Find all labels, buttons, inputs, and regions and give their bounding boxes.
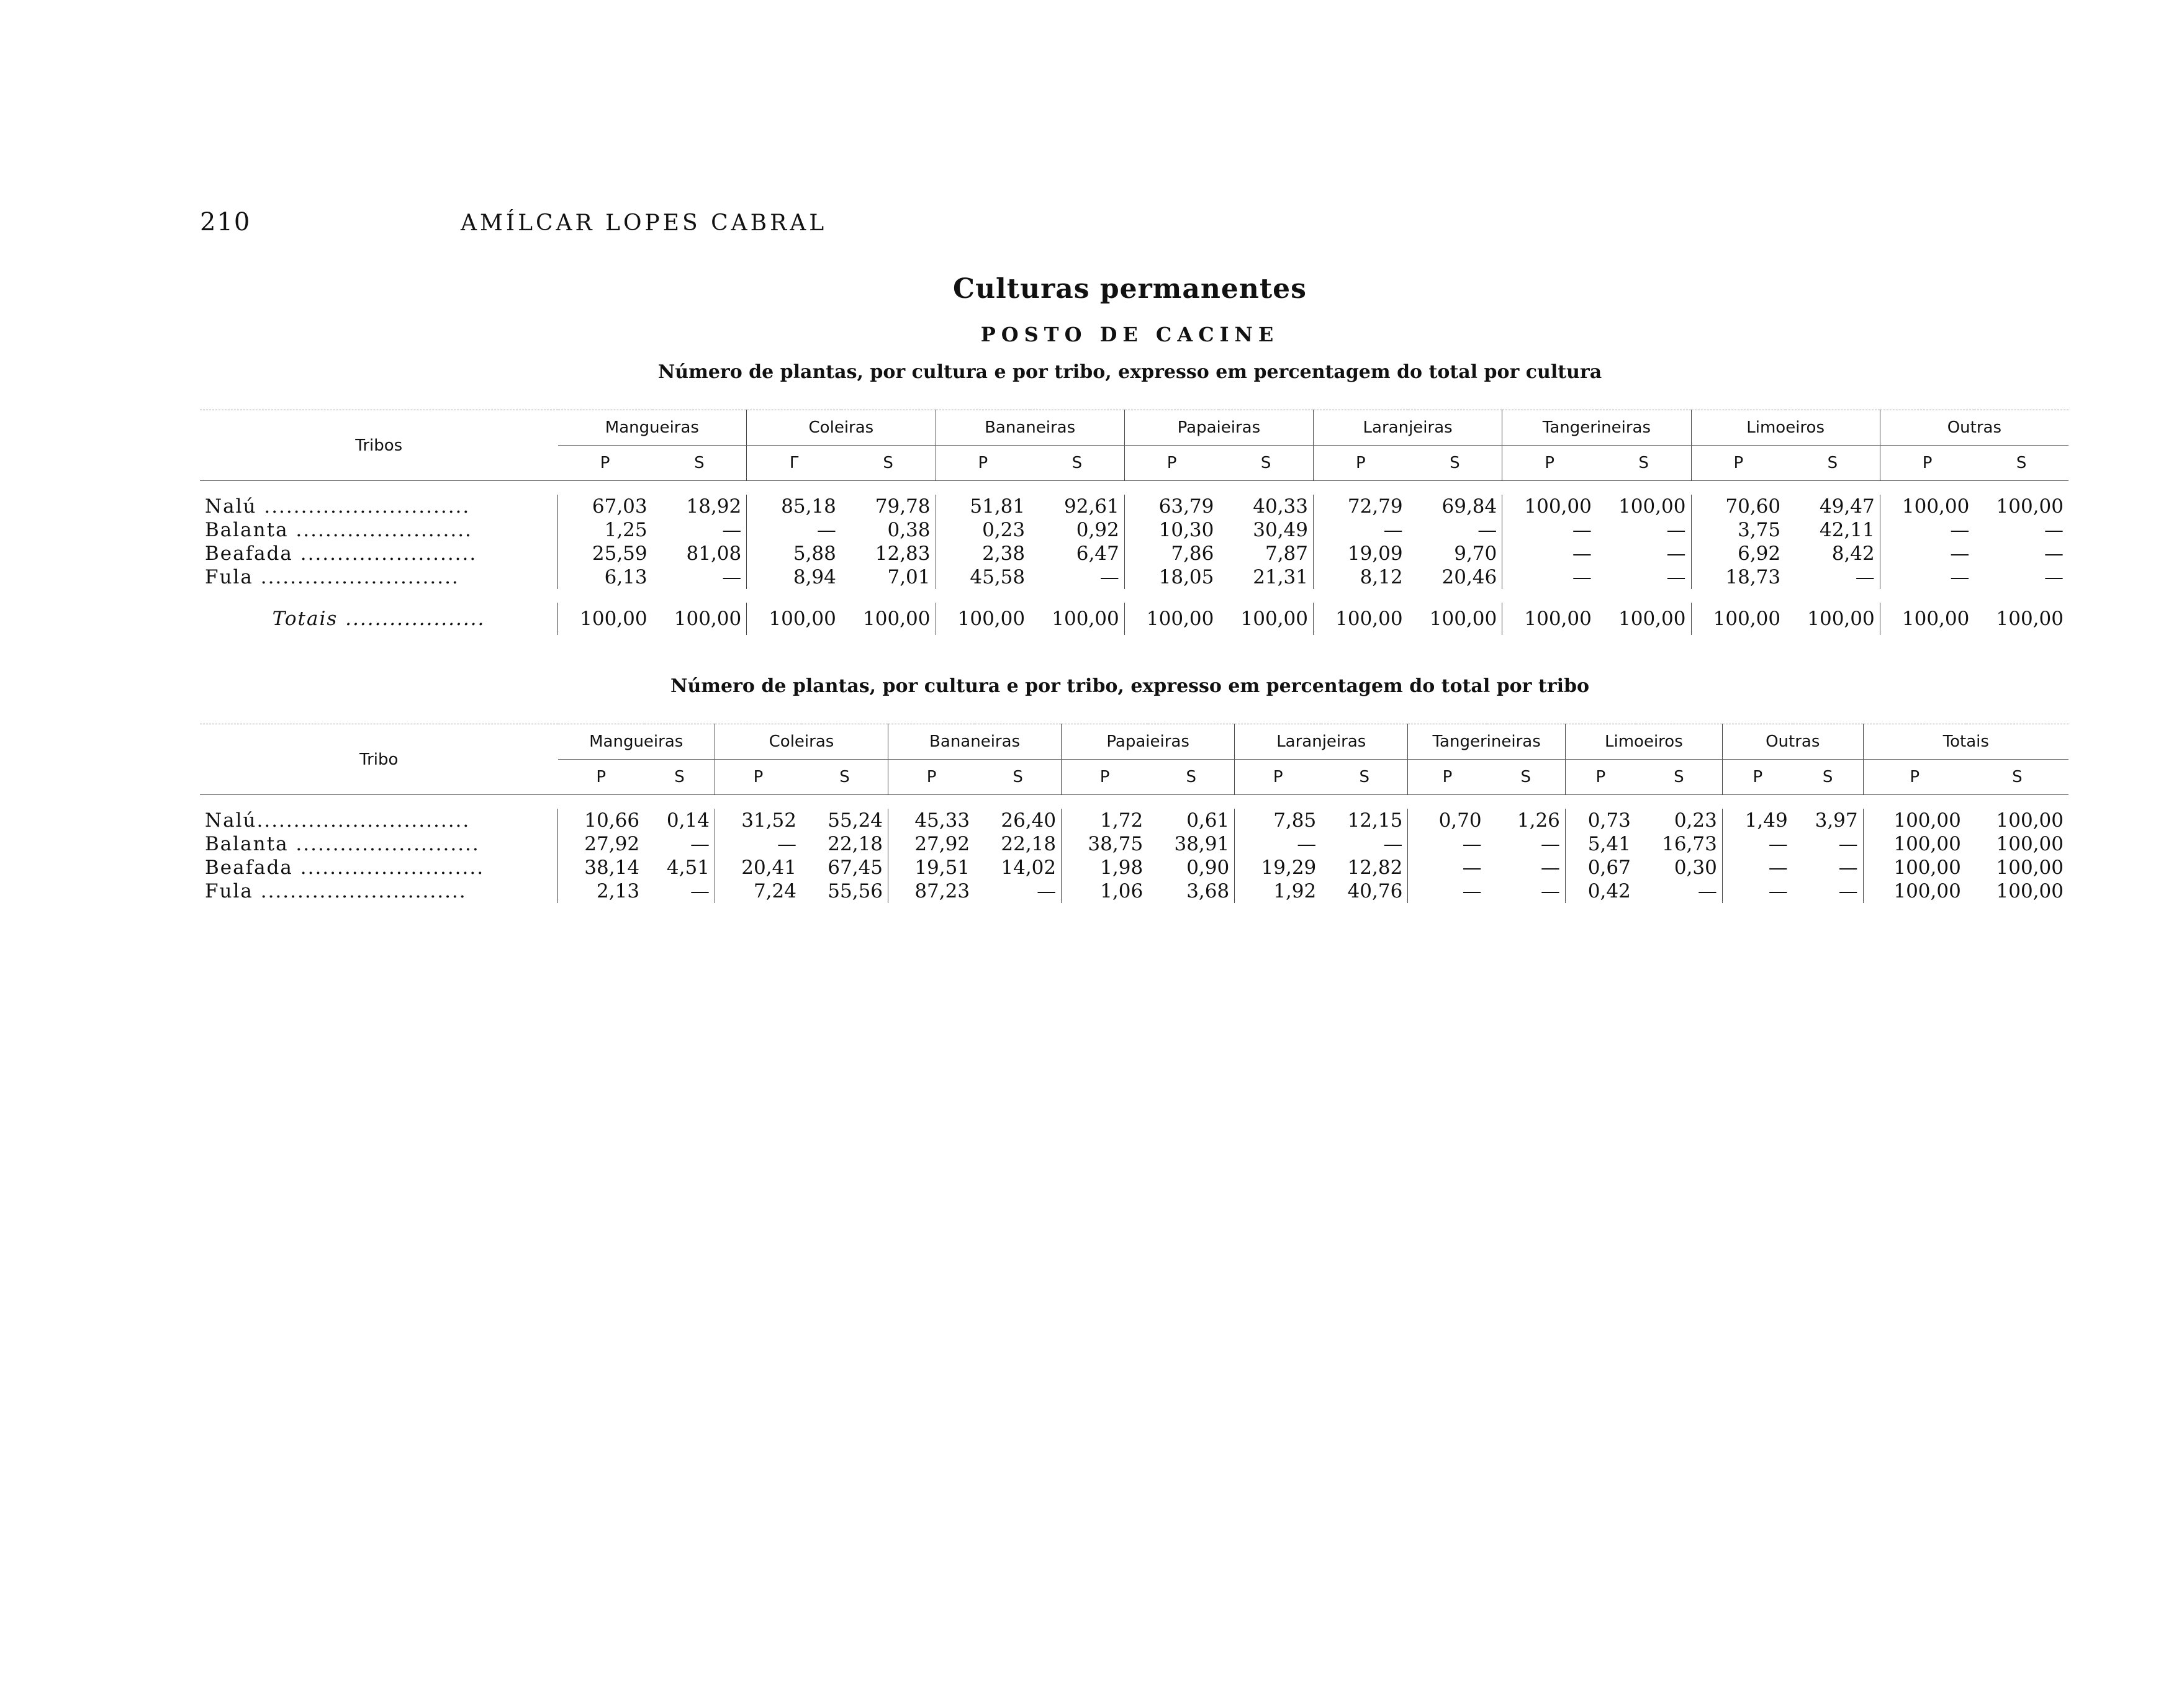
table2-cell: — — [1793, 832, 1863, 856]
page-number: 210 — [200, 208, 251, 236]
table2-cell: 1,49 — [1744, 809, 1788, 832]
table1-subcol-header: S — [841, 446, 936, 481]
table2-cell: — — [1636, 879, 1723, 903]
table2-cell: 38,75 — [1088, 833, 1144, 855]
table1-cell: — — [1408, 518, 1502, 542]
table1-totals-cell: 100,00 — [1785, 603, 1880, 635]
running-head-author: AMÍLCAR LOPES CABRAL — [461, 210, 828, 236]
table2-cell: 0,23 — [1636, 809, 1723, 832]
table2-body — [200, 809, 2068, 903]
table2-cell: — — [1297, 833, 1317, 855]
table1-totals-cell: 100,00 — [1996, 608, 2064, 630]
table1-cell: 6,92 — [1738, 542, 1781, 565]
table2-cell: 100,00 — [1893, 833, 1961, 855]
table1-cell: 51,81 — [970, 495, 1026, 518]
table1-cell: 70,60 — [1725, 495, 1781, 518]
table1-cell: — — [1597, 565, 1691, 589]
table1-cell: — — [1383, 519, 1403, 541]
table1-row-header: Tribos — [355, 436, 403, 455]
table2-group: Laranjeiras — [1235, 724, 1408, 760]
table1-totals-row — [200, 603, 2068, 635]
table1-body — [200, 495, 2068, 589]
table1-cell: — — [1572, 519, 1592, 541]
table1-cell: 67,03 — [592, 495, 647, 518]
table2-subcol-header: P — [1442, 768, 1453, 786]
table1-totals-cell: 100,00 — [652, 603, 747, 635]
table1-cell: 0,23 — [982, 519, 1026, 541]
table2-cell: 45,33 — [914, 809, 970, 832]
table2-group: Coleiras — [715, 724, 888, 760]
table1-group: Bananeiras — [936, 410, 1124, 446]
table1-cell: 30,49 — [1219, 518, 1313, 542]
table2-cell: 14,02 — [975, 856, 1062, 879]
table1-cell: 8,12 — [1360, 566, 1403, 588]
table1-cell: — — [1572, 566, 1592, 588]
table2-cell: 0,61 — [1148, 809, 1235, 832]
table2-cell: 38,14 — [584, 856, 640, 879]
table1-subcol-header: P — [1166, 454, 1177, 472]
table1-totals-cell: 100,00 — [1408, 603, 1502, 635]
table1-row — [200, 495, 2068, 518]
table2-cell: — — [1768, 856, 1788, 879]
table2-cell: 0,42 — [1587, 880, 1631, 902]
table2-cell: 31,52 — [741, 809, 796, 832]
table1-subcol-header: P — [1355, 454, 1366, 472]
table1-totals-cell: 100,00 — [1335, 608, 1403, 630]
table1-row-label: Fula ........................... — [200, 565, 558, 589]
table1-totals-cell: 100,00 — [1219, 603, 1313, 635]
table1-cell: 92,61 — [1030, 495, 1124, 518]
table1-cell: 42,11 — [1785, 518, 1880, 542]
table1-cell: — — [1785, 565, 1880, 589]
table2-cell: 3,68 — [1148, 879, 1235, 903]
table1-cell: 72,79 — [1347, 495, 1403, 518]
table2-cell: 87,23 — [914, 880, 970, 902]
table1-cell: — — [816, 519, 836, 541]
table1-cell: — — [2044, 542, 2064, 565]
table1-cell: 45,58 — [970, 566, 1026, 588]
table2-subcol-header: S — [1148, 760, 1235, 795]
table1-cell: 12,83 — [841, 542, 936, 565]
table1-subcol-header: P — [1545, 454, 1554, 472]
table2-subcol-header: P — [1099, 768, 1110, 786]
table1-cell: — — [1597, 518, 1691, 542]
table1-cell: — — [1950, 519, 1970, 541]
table2-subcol-header: P — [1595, 768, 1606, 786]
table2-cell: 0,30 — [1636, 856, 1723, 879]
table2-cell: 1,26 — [1487, 809, 1566, 832]
table2-cell: 4,51 — [644, 856, 715, 879]
table2-subcol-header: S — [975, 760, 1062, 795]
table1-totals-cell: 100,00 — [769, 608, 836, 630]
table1-totals-cell: 100,00 — [1146, 608, 1214, 630]
table2-subcol-header: S — [1321, 760, 1408, 795]
table2-subcol-header: P — [1910, 768, 1920, 786]
table1-row — [200, 542, 2068, 565]
table1-row-label: Nalú ............................ — [200, 495, 558, 518]
table1-cell: 69,84 — [1408, 495, 1502, 518]
table2-cell: 100,00 — [1996, 833, 2064, 855]
table1-cell: 6,13 — [604, 566, 647, 588]
table1-subcol-header: S — [1219, 446, 1313, 481]
table1-cell: 0,92 — [1030, 518, 1124, 542]
table1-cell: 25,59 — [592, 542, 647, 565]
table2-cell: 7,85 — [1273, 809, 1317, 832]
table2-cell: 55,24 — [801, 809, 888, 832]
table1-totals-cell: 100,00 — [1030, 603, 1124, 635]
table1-subcol-header: Γ — [789, 454, 799, 472]
table1-cell: 63,79 — [1158, 495, 1214, 518]
table2-row — [200, 879, 2068, 903]
table1-caption: Número de plantas, por cultura e por tribo, expresso em percentagem do total por cultura — [657, 361, 1602, 383]
table2-cell: 12,82 — [1321, 856, 1408, 879]
table2-cell: 5,41 — [1587, 833, 1631, 855]
table1-group: Papaieiras — [1124, 410, 1313, 446]
table1-totals-cell: 100,00 — [1524, 608, 1592, 630]
table2-cell: 100,00 — [1996, 880, 2064, 902]
table1-cell: 100,00 — [1902, 495, 1970, 518]
table1-cell: — — [1572, 542, 1592, 565]
table1-subcol-header: S — [652, 446, 747, 481]
table1-cell: 20,46 — [1408, 565, 1502, 589]
table2-cell: 40,76 — [1321, 879, 1408, 903]
table1-cell: — — [1950, 566, 1970, 588]
table2-cell: 1,98 — [1100, 856, 1144, 879]
table2-subcol-header: P — [596, 768, 607, 786]
table1-row — [200, 565, 2068, 589]
table1-totals-cell: 100,00 — [1902, 608, 1970, 630]
table1-subcol-header: P — [1733, 454, 1744, 472]
table1-cell: 18,92 — [652, 495, 747, 518]
table1-cell: — — [1950, 542, 1970, 565]
table2-cell: — — [777, 833, 796, 855]
table1-subcol-header: P — [978, 454, 988, 472]
table2-subcol-header: S — [644, 760, 715, 795]
table2-subcol-header: S — [1487, 760, 1566, 795]
table2-cell: 0,67 — [1587, 856, 1631, 879]
table1-cell: 1,25 — [604, 519, 647, 541]
table1-cell: 40,33 — [1219, 495, 1313, 518]
table2-cell: 22,18 — [801, 832, 888, 856]
table1-cell: 7,87 — [1219, 542, 1313, 565]
table2-cell: 19,29 — [1261, 856, 1317, 879]
table1-group: Limoeiros — [1691, 410, 1880, 446]
table2-subcol-header: S — [2012, 768, 2023, 786]
table2-row-label: Balanta ......................... — [200, 832, 558, 856]
table1-cell: — — [652, 518, 747, 542]
table2-caption: Número de plantas, por cultura e por tribo, expresso em percentagem do total por tribo — [670, 675, 1589, 697]
table2-cell: 1,72 — [1100, 809, 1144, 832]
table1-cell: — — [2044, 519, 2064, 541]
table2-cell: 16,73 — [1636, 832, 1723, 856]
table2-row — [200, 832, 2068, 856]
table1-cell: 49,47 — [1785, 495, 1880, 518]
table2-cell: 0,14 — [644, 809, 715, 832]
table1-cell: — — [2044, 566, 2064, 588]
table1-subcol-header: S — [1408, 446, 1502, 481]
table1-cell: — — [652, 565, 747, 589]
page-title: Culturas permanentes — [953, 273, 1307, 305]
table2-subcol-header: S — [801, 760, 888, 795]
table2-cell: — — [644, 879, 715, 903]
page-header — [200, 208, 827, 236]
table2-cell: 22,18 — [975, 832, 1062, 856]
table1-row — [200, 518, 2068, 542]
table1-subcol-header: S — [1030, 446, 1124, 481]
table1-cell: — — [1597, 542, 1691, 565]
table2-cell: 27,92 — [584, 833, 640, 855]
table1-subcol-header: P — [600, 454, 610, 472]
table2-group: Limoeiros — [1565, 724, 1722, 760]
table2-cell: 100,00 — [1893, 809, 1961, 832]
table2-cell: — — [1487, 879, 1566, 903]
table-percent-by-culture — [200, 410, 2068, 635]
table1-cell: 5,88 — [793, 542, 836, 565]
table2-group: Totais — [1863, 724, 2068, 760]
table1-totals-cell: 100,00 — [841, 603, 936, 635]
table1-row-label: Balanta ........................ — [200, 518, 558, 542]
table2-cell: 100,00 — [1893, 856, 1961, 879]
table-percent-by-tribe — [200, 724, 2068, 903]
table2-cell: 38,91 — [1148, 832, 1235, 856]
table2-group: Bananeiras — [888, 724, 1062, 760]
table2-cell: 1,92 — [1273, 880, 1317, 902]
table2-cell: — — [1793, 879, 1863, 903]
table2-cell: — — [1321, 832, 1408, 856]
table1-cell: 7,86 — [1171, 542, 1214, 565]
table2-cell: 0,73 — [1587, 809, 1631, 832]
table2-cell: 7,24 — [753, 880, 796, 902]
table2-cell: — — [1768, 833, 1788, 855]
table2-cell: 100,00 — [1996, 856, 2064, 879]
table1-cell: 100,00 — [1996, 495, 2064, 518]
table2-group: Outras — [1722, 724, 1863, 760]
table2-row — [200, 809, 2068, 832]
table2-cell: 0,70 — [1438, 809, 1482, 832]
table2-cell: 27,92 — [914, 833, 970, 855]
table2-cell: 3,97 — [1793, 809, 1863, 832]
table2-cell: 0,90 — [1148, 856, 1235, 879]
table1-cell: 85,18 — [781, 495, 836, 518]
table1-totals-label: Totais ................... — [200, 603, 558, 635]
table1-subcol-header: S — [1785, 446, 1880, 481]
table2-subcol-header: P — [1753, 768, 1763, 786]
table2-cell: 19,51 — [914, 856, 970, 879]
table1-cell: 0,38 — [841, 518, 936, 542]
table1-totals-cell: 100,00 — [1713, 608, 1781, 630]
table2-group: Papaieiras — [1062, 724, 1235, 760]
table2-group: Tangerineiras — [1408, 724, 1566, 760]
table1-cell: 18,05 — [1158, 566, 1214, 588]
table1-group-header — [200, 410, 2068, 446]
table2-subcol-header: S — [1793, 760, 1863, 795]
table1-group: Tangerineiras — [1502, 410, 1691, 446]
table1-cell: — — [1030, 565, 1124, 589]
table2-cell: — — [1487, 832, 1566, 856]
table2-cell: — — [1462, 833, 1482, 855]
table1-cell: 7,01 — [841, 565, 936, 589]
table1-subcol-header: S — [1597, 446, 1691, 481]
table1-cell: 8,42 — [1785, 542, 1880, 565]
table2-row-label: Fula ............................ — [200, 879, 558, 903]
table2-cell: — — [1793, 856, 1863, 879]
table1-cell: 8,94 — [793, 566, 836, 588]
table2-cell: — — [644, 832, 715, 856]
table2-cell: 100,00 — [1996, 809, 2064, 832]
table1-cell: 21,31 — [1219, 565, 1313, 589]
table1-cell: 10,30 — [1158, 519, 1214, 541]
table2-cell: 10,66 — [584, 809, 640, 832]
table1-cell: 3,75 — [1738, 519, 1781, 541]
table2-cell: — — [1768, 880, 1788, 902]
table2-group: Mangueiras — [558, 724, 715, 760]
table1-cell: 6,47 — [1030, 542, 1124, 565]
table1-cell: 18,73 — [1725, 566, 1781, 588]
table2-row-header: Tribo — [359, 750, 399, 769]
table2-row-label: Nalú............................. — [200, 809, 558, 832]
table1-subcol-header: S — [2016, 454, 2027, 472]
table1-cell: 9,70 — [1408, 542, 1502, 565]
table1-group: Laranjeiras — [1314, 410, 1502, 446]
table2-subcol-header: S — [1636, 760, 1723, 795]
table2-row-label: Beafada ......................... — [200, 856, 558, 879]
table1-subcol-header: P — [1922, 454, 1933, 472]
table1-totals-cell: 100,00 — [580, 608, 647, 630]
table1-row-label: Beafada ........................ — [200, 542, 558, 565]
table1-group: Mangueiras — [558, 410, 747, 446]
page-subtitle: POSTO DE CACINE — [980, 323, 1279, 346]
table1-cell: 81,08 — [652, 542, 747, 565]
table1-cell: 79,78 — [841, 495, 936, 518]
table1-group: Coleiras — [747, 410, 936, 446]
table1-totals-cell: 100,00 — [1597, 603, 1691, 635]
table1-cell: 100,00 — [1597, 495, 1691, 518]
table2-cell: — — [1487, 856, 1566, 879]
table2-cell: 12,15 — [1321, 809, 1408, 832]
table1-cell: 100,00 — [1524, 495, 1592, 518]
table1-cell: 19,09 — [1347, 542, 1403, 565]
table2-cell: — — [1462, 880, 1482, 902]
table2-subcol-header: P — [926, 768, 937, 786]
table2-subcol-header: P — [1273, 768, 1283, 786]
table2-cell: 20,41 — [741, 856, 796, 879]
table2-cell: 26,40 — [975, 809, 1062, 832]
table1-group: Outras — [1880, 410, 2068, 446]
table2-cell: 1,06 — [1100, 880, 1144, 902]
table2-cell: 2,13 — [597, 880, 640, 902]
table2-cell: 100,00 — [1893, 880, 1961, 902]
table2-cell: — — [1462, 856, 1482, 879]
table2-group-header — [200, 724, 2068, 760]
table2-cell: — — [975, 879, 1062, 903]
table2-cell: 55,56 — [801, 879, 888, 903]
table2-subcol-header: P — [753, 768, 764, 786]
table2-row — [200, 856, 2068, 879]
table2-cell: 67,45 — [801, 856, 888, 879]
table1-cell: 2,38 — [982, 542, 1026, 565]
table1-totals-cell: 100,00 — [957, 608, 1026, 630]
